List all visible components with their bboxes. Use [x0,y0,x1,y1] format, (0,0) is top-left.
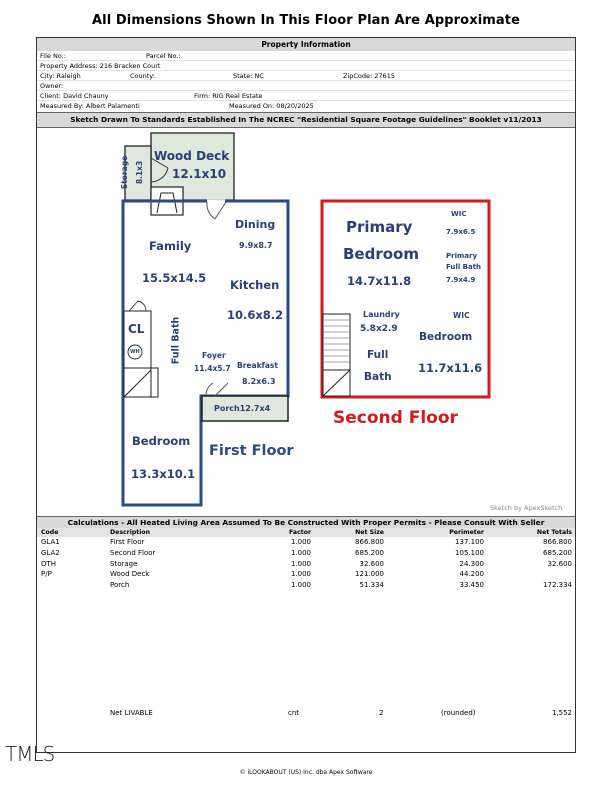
wic2-label: WIC [453,311,470,320]
cell-code: GLA1 [41,538,60,546]
col-description: Description [110,529,151,536]
cell-net-totals: 32.600 [547,560,572,568]
cell-net-size: 121.000 [355,570,384,578]
stairs-shape [124,368,158,397]
cell-net-size: 51.334 [359,581,384,589]
cell-code: P/P [41,570,52,578]
storage-label: Storage [120,155,130,190]
calculations-header: Calculations - All Heated Living Area Assumed To Be Constructed With Proper Permits - Please Consult With Seller [37,516,575,529]
cell-code: OTH [41,560,57,568]
primary-bath-line1: Primary [446,252,478,260]
table-row [37,580,575,591]
front-door-icon [206,383,228,396]
cell-description: Wood Deck [110,570,150,578]
state: State: NC [233,72,264,80]
bedroom2-label: Bedroom [419,331,473,343]
breakfast-dims: 8.2x6.3 [242,377,276,386]
full-bath2-line1: Full [367,349,389,361]
full-bath2-line2: Bath [364,371,392,383]
cnt-label: cnt [288,709,300,717]
cell-factor: 1.000 [290,560,311,568]
full-bath-label: Full Bath [170,316,182,365]
cell-net-totals: 866.800 [543,538,572,546]
second-floor-title: Second Floor [333,408,458,428]
firm: Firm: RIG Real Estate [194,92,263,100]
cell-perimeter: 44.200 [459,570,484,578]
standards-banner: Sketch Drawn To Standards Established In The NCREC "Residential Square Footage Guidelines" Booklet v11/2013 [37,112,575,128]
back-door-icon [207,202,226,219]
foyer-label: Foyer [202,351,226,360]
net-livable-row [37,708,575,719]
property-info-header: Property Information [37,38,575,51]
family-dims: 15.5x14.5 [142,271,207,285]
cell-factor: 1.000 [290,549,311,557]
sketch-credit: Sketch by ApexSketch [490,504,563,512]
primary-bath-dims: 7.9x4.9 [446,276,476,284]
first-floor-title: First Floor [209,443,294,459]
col-code: Code [41,529,59,536]
property-address: Property Address: 216 Bracken Court [40,62,161,70]
primary-bath-line2: Full Bath [446,263,482,271]
cell-description: Porch [110,581,130,589]
cell-net-totals: 685.200 [543,549,572,557]
net-livable-total: 1,552 [551,709,572,717]
col-net-size: Net Size [355,529,384,536]
cell-description: First Floor [110,538,145,546]
bedroom2-dims: 11.7x11.6 [418,361,483,375]
cell-description: Storage [110,560,138,568]
cell-net-totals: 172.334 [543,581,572,589]
primary-bedroom-line2: Bedroom [343,245,419,263]
col-perimeter: Perimeter [449,529,484,536]
tmls-watermark: TMLS [5,742,55,766]
cell-perimeter: 137.100 [455,538,484,546]
laundry-label: Laundry [363,310,400,319]
wic1-dims: 7.9x6.5 [446,228,476,236]
cell-perimeter: 105.100 [455,549,484,557]
col-factor: Factor [289,529,311,536]
foyer-dims: 11.4x5.7 [194,364,231,373]
closet-label: CL [128,322,145,336]
cell-factor: 1.000 [290,570,311,578]
cell-description: Second Floor [110,549,156,557]
primary-bedroom-line1: Primary [346,218,413,236]
breakfast-label: Breakfast [237,361,278,370]
closet-shape [124,311,151,368]
porch-label: Porch12.7x4 [214,404,271,413]
parcel-no: Parcel No.: [146,52,181,60]
kitchen-label: Kitchen [230,278,280,292]
rounded-label: (rounded) [441,709,476,717]
cell-perimeter: 33.450 [459,581,484,589]
kitchen-dims: 10.6x8.2 [227,308,284,322]
wic1-label: WIC [451,210,467,218]
net-livable-label: Net LIVABLE [110,709,153,717]
calculations-columns [37,528,575,537]
cell-perimeter: 24.300 [459,560,484,568]
cell-code: GLA2 [41,549,60,557]
cell-net-size: 866.800 [355,538,384,546]
wood-deck-dims: 12.1x10 [172,167,227,181]
cell-factor: 1.000 [290,581,311,589]
cell-net-size: 32.600 [359,560,384,568]
bedroom-dims: 13.3x10.1 [131,467,196,481]
bedroom-label: Bedroom [132,434,191,448]
primary-bedroom-dims: 14.7x11.8 [347,274,412,288]
copyright: © iLOOKABOUT (US) Inc. dba Apex Software [239,769,373,776]
measured-on: Measured On: 08/20/2025 [229,102,314,110]
table-row [37,537,575,548]
page-title: All Dimensions Shown In This Floor Plan Are Approximate [92,13,520,28]
dining-label: Dining [235,218,276,231]
table-row [37,569,575,580]
dining-dims: 9.9x8.7 [239,241,273,250]
closet-door-icon [129,301,146,311]
cell-factor: 1.000 [290,538,311,546]
city: City: Raleigh [40,72,81,80]
cell-net-size: 685.200 [355,549,384,557]
wh-label: WH [130,349,140,355]
wood-deck-label: Wood Deck [154,149,230,163]
client: Client: David Chauny [40,92,109,100]
col-net-totals: Net Totals [536,529,572,536]
file-no: File No.: [40,52,66,60]
laundry-dims: 5.8x2.9 [360,324,398,334]
storage-dims: 8.1x3 [135,160,145,185]
zipcode: ZipCode: 27615 [343,72,395,80]
table-row [37,548,575,559]
county: County: [130,72,155,80]
family-label: Family [149,239,192,253]
measured-by: Measured By: Albert Palamenti [40,102,140,110]
owner: Owner: [40,82,64,90]
cnt-value: 2 [379,709,384,717]
